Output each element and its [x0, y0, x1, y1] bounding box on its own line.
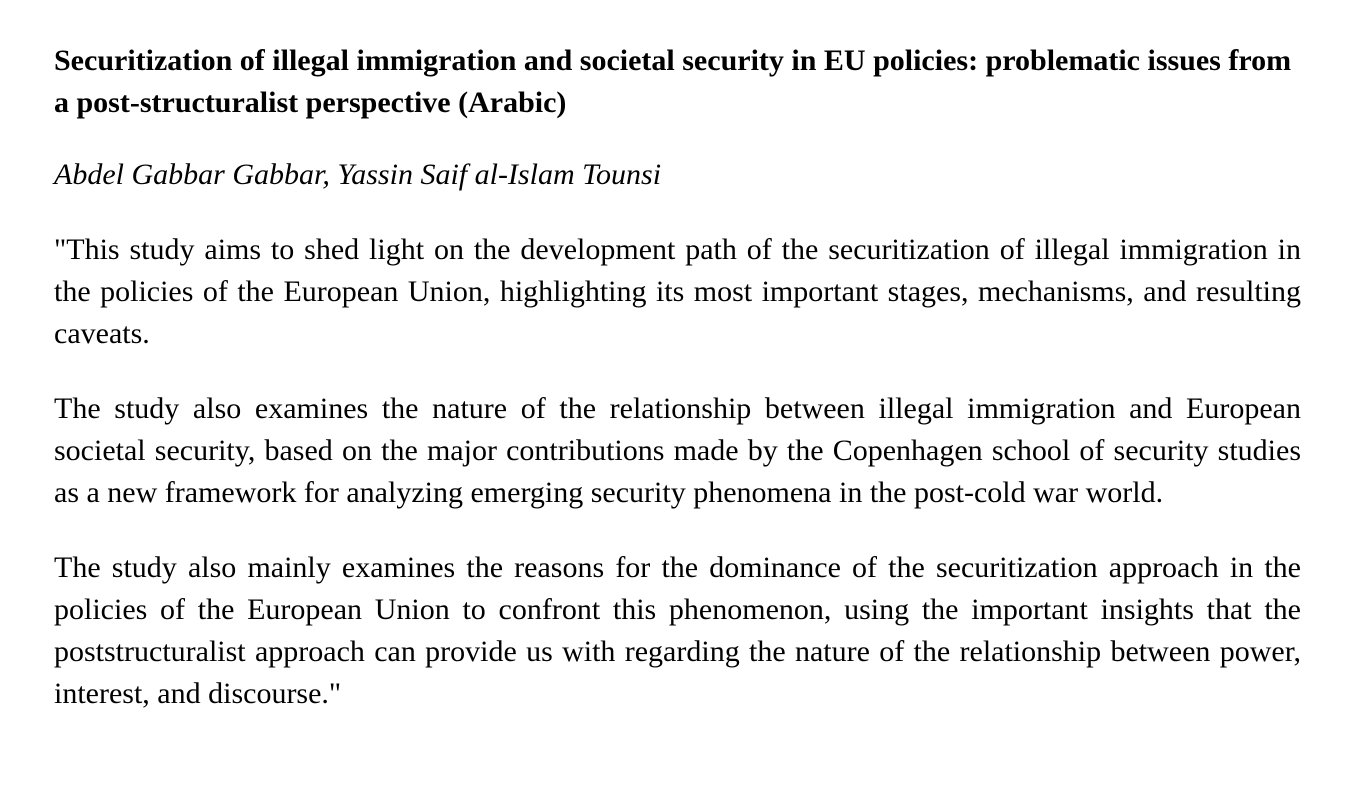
abstract-paragraph-2: The study also examines the nature of the relationship between illegal immigration and European societal security, based on the major contributions made by the Copenhagen school of security studies as a new framework for analyzing emerging security phenomena in the post-cold war world.	[54, 392, 1301, 509]
article-authors: Abdel Gabbar Gabbar, Yassin Saif al-Islam Tounsi	[54, 158, 662, 191]
abstract-paragraph-1: "This study aims to shed light on the development path of the securitization of illegal immigration in the policies of the European Union, highlighting its most important stages, mechanisms, and resulting caveats.	[54, 233, 1301, 350]
article	[54, 40, 1301, 715]
article-title: Securitization of illegal immigration and societal security in EU policies: problematic issues from a post-structuralist perspective (Arabic)	[54, 44, 1292, 119]
abstract-paragraph-3: The study also mainly examines the reasons for the dominance of the securitization approach in the policies of the European Union to confront this phenomenon, using the important insights that the poststructuralist approach can provide us with regarding the nature of the relationship between power, interest, and discourse."	[54, 551, 1301, 710]
